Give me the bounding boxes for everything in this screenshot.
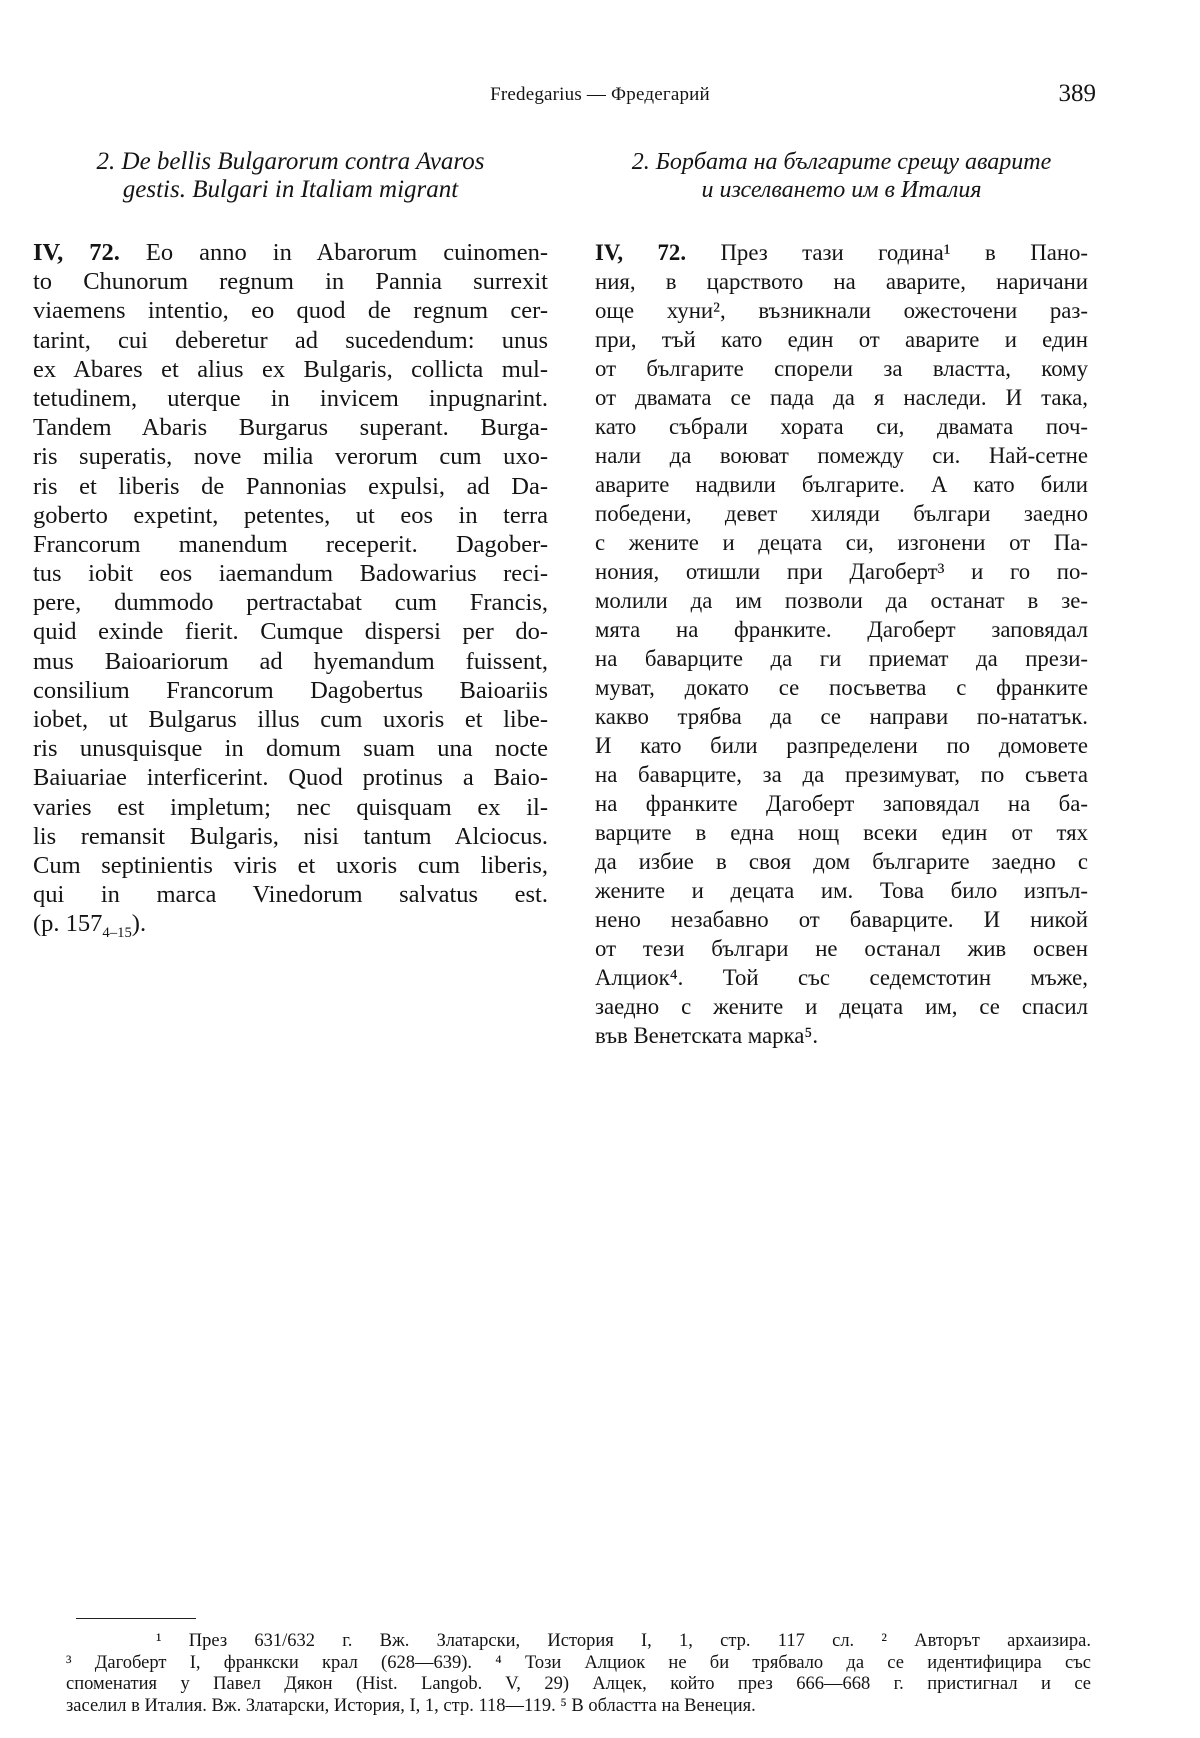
bulgarian-line: да избие в своя дом българите заедно с	[595, 849, 1088, 874]
footnote-line: заселил в Италия. Вж. Златарски, История, I, 1, стр. 118—119. ⁵ В областта на Венеция.	[66, 1695, 756, 1716]
bulgarian-line: от двамата се пада да я наследи. И така,	[595, 385, 1088, 410]
bulgarian-heading	[595, 148, 1088, 204]
latin-line: pere, dummodo pertractabat cum Francis,	[33, 589, 548, 617]
bulgarian-paragraph	[595, 238, 1088, 1050]
footnote-line: ³ Дагоберт I, франкски крал (628—639). ⁴ Този Алциок не би трябвало да се идентифицира със	[66, 1652, 1091, 1673]
latin-line: ris superatis, nove milia verorum cum uxo-	[33, 443, 548, 471]
bulgarian-line: като събрали хората си, двамата поч-	[595, 414, 1088, 439]
latin-line: to Chunorum regnum in Pannia surrexit	[33, 268, 548, 296]
bulgarian-line: заедно с жените и децата им, се спасил	[595, 994, 1088, 1019]
footnote-rule	[76, 1618, 196, 1619]
latin-line: quid exinde fierit. Cumque dispersi per do-	[33, 618, 548, 646]
bulgarian-heading-line: 2. Борбата на българите срещу аварите	[631, 149, 1052, 175]
bulgarian-line: жените и децата им. Това било изпъл-	[595, 878, 1088, 903]
page-number: 389	[1058, 80, 1096, 107]
bulgarian-line: победени, девет хиляди българи заедно	[595, 501, 1088, 526]
bulgarian-line: мята на франките. Дагоберт заповядал	[595, 617, 1088, 642]
bulgarian-line: ния, в царството на аварите, наричани	[595, 269, 1088, 294]
latin-citation: (p. $157_{4-15}$).	[33, 910, 147, 942]
footnote-line: ¹ През 631/632 г. Вж. Златарски, История I, 1, стр. 117 сл. ² Авторът архаизира.	[156, 1631, 1091, 1651]
latin-line: mus Baioariorum ad hyemandum fuissent,	[33, 647, 548, 675]
latin-column	[33, 148, 549, 942]
bulgarian-line: във Венетската марка⁵.	[595, 1023, 819, 1048]
latin-heading-line: 2. De bellis Bulgarorum contra Avaros	[96, 148, 485, 175]
running-title: Fredegarius — Фредегарий	[490, 84, 710, 105]
latin-line: IV, 72. Eo anno in Abarorum cuinomen-	[33, 239, 549, 266]
latin-line: Baiuariae interficerint. Quod protinus a Baio-	[33, 764, 548, 792]
bulgarian-reference: IV, 72.	[595, 240, 687, 265]
bulgarian-line: нено незабавно от баварците. И никой	[595, 907, 1088, 932]
bulgarian-line: IV, 72. През тази година¹ в Пано-	[595, 240, 1089, 265]
latin-line: viaemens intentio, eo quod de regnum cer-	[33, 297, 548, 325]
bulgarian-line: при, тъй като един от аварите и един	[595, 327, 1088, 352]
bulgarian-line: молили да им позволи да останат в зе-	[595, 588, 1088, 613]
bulgarian-line: от българите спорели за властта, кому	[595, 356, 1088, 381]
running-head	[0, 80, 1200, 118]
latin-line: Cum septinientis viris et uxoris cum liberis,	[33, 851, 548, 879]
bulgarian-line: муват, докато се посъветва с франките	[595, 675, 1088, 700]
bulgarian-line: на баварците, за да презимуват, по съвета	[595, 762, 1088, 787]
latin-line: qui in marca Vinedorum salvatus est.	[33, 881, 548, 909]
latin-line: Francorum manendum receperit. Dagober-	[33, 530, 548, 558]
bulgarian-line: от тези българи не останал жив освен	[595, 936, 1088, 961]
bulgarian-line: И като били разпределени по домовете	[595, 733, 1088, 758]
latin-line: iobet, ut Bulgarus illus cum uxoris et libe-	[33, 706, 548, 733]
latin-paragraph	[33, 238, 549, 942]
latin-heading	[33, 148, 548, 204]
latin-line: varies est impletum; nec quisquam ex il-	[33, 793, 548, 821]
bulgarian-line: аварите надвили българите. А като били	[595, 472, 1088, 497]
bulgarian-column	[595, 148, 1088, 1050]
bulgarian-line: на баварците да ги приемат да прези-	[595, 646, 1088, 671]
latin-line: tetudinem, uterque in invicem inpugnarint.	[33, 384, 548, 412]
bulgarian-line: Алциок⁴. Той със седемстотин мъже,	[595, 965, 1088, 990]
latin-line: Tandem Abaris Burgarus superant. Burga-	[33, 414, 548, 442]
latin-line: ris unusquisque in domum suam una nocte	[33, 735, 548, 763]
bulgarian-line: с жените и децата си, изгонени от Па-	[595, 530, 1088, 555]
footnotes	[66, 1618, 1091, 1717]
bulgarian-line: още хуни², възникнали ожесточени раз-	[595, 298, 1088, 323]
bulgarian-line: на франките Дагоберт заповядал на ба-	[595, 791, 1088, 816]
latin-line: lis remansit Bulgaris, nisi tantum Alciocus.	[33, 822, 548, 850]
latin-heading-line: gestis. Bulgari in Italiam migrant	[122, 176, 459, 203]
bulgarian-line: какво трябва да се направи по-нататък.	[595, 704, 1088, 729]
latin-line: consilium Francorum Dagobertus Baioariis	[33, 676, 548, 704]
latin-line: ris et liberis de Pannonias expulsi, ad Da-	[33, 472, 548, 500]
latin-line: goberto expetint, petentes, ut eos in terra	[33, 501, 548, 529]
latin-line: tarint, cui deberetur ad sucedendum: unus	[33, 326, 548, 354]
bulgarian-line: нали да воюват помежду си. Най-сетне	[595, 443, 1088, 468]
footnote-line: споменатия у Павел Дякон (Hist. Langob. V, 29) Алцек, който през 666—668 г. пристигнал и се	[66, 1674, 1091, 1694]
latin-line: tus iobit eos iaemandum Badowarius reci-	[33, 560, 548, 588]
latin-line: ex Abares et alius ex Bulgaris, collicta mul-	[33, 355, 548, 383]
latin-reference: IV, 72.	[33, 239, 120, 266]
bulgarian-heading-line: и изселването им в Италия	[701, 177, 982, 203]
bulgarian-line: нония, отишли при Дагоберт³ и го по-	[595, 559, 1088, 584]
bulgarian-line: варците в една нощ всеки един от тях	[595, 820, 1088, 845]
